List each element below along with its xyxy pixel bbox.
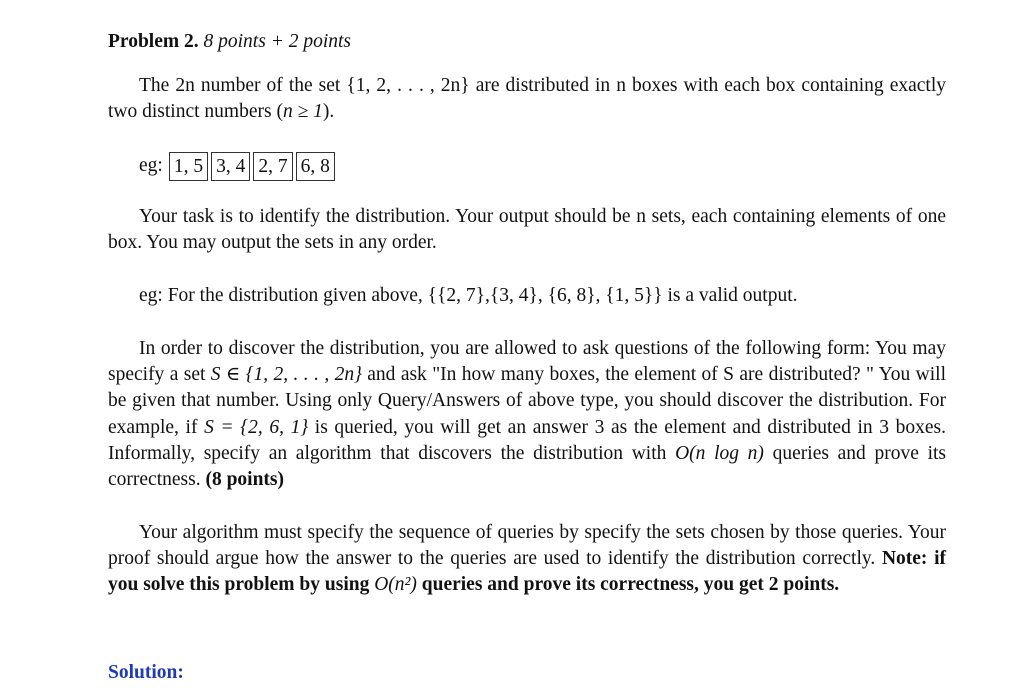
example-box: 1, 5 bbox=[169, 152, 208, 181]
solution-label: Solution: bbox=[108, 662, 184, 683]
intro-math: n ≥ 1 bbox=[282, 101, 323, 123]
requirements-bold-a: Note: if you solve this problem by using bbox=[108, 548, 946, 596]
requirements-math: O(n²) bbox=[374, 574, 417, 596]
points-label: 8 points + 2 points bbox=[203, 31, 352, 52]
query-math-a: S ∈ {1, 2, . . . , 2n} bbox=[210, 364, 362, 386]
example-prefix: eg: bbox=[139, 155, 163, 176]
requirements-paragraph bbox=[108, 520, 946, 599]
example-output: eg: For the distribution given above, {{2, 7},{3, 4}, {6, 8}, {1, 5}} is a valid output. bbox=[139, 285, 798, 306]
intro-text-a: The 2n number of the set {1, 2, . . . , 2n} are distributed in n boxes with each box containing exactly two distinct numbers ( bbox=[108, 75, 946, 123]
intro-text-b: ). bbox=[322, 101, 335, 123]
problem-label: Problem 2. bbox=[108, 31, 199, 52]
query-text-c: is queried, you will get an answer 3 as the element and distributed in 3 boxes. Informally, specify an algorithm that discovers the distribution with bbox=[108, 416, 946, 464]
problem-heading bbox=[108, 31, 351, 53]
query-math-b: S = {2, 6, 1} bbox=[204, 416, 309, 438]
query-points-note: (8 points) bbox=[205, 469, 285, 491]
example-box: 3, 4 bbox=[211, 152, 250, 181]
query-math-c: O(n log n) bbox=[675, 442, 764, 464]
query-rules-paragraph bbox=[108, 336, 946, 493]
example-box: 6, 8 bbox=[296, 152, 335, 181]
requirements-bold-b: queries and prove its correctness, you get 2 points. bbox=[416, 574, 840, 596]
task-paragraph: Your task is to identify the distribution. Your output should be n sets, each containing elements of one box. You may output the sets in any order. bbox=[108, 206, 946, 254]
query-text-b: and ask "In how many boxes, the element of S are distributed? " You will be given that number. Using only Query/Answers of above type, you should discover the distribution. For example, if bbox=[108, 364, 946, 438]
query-text-a: In order to discover the distribution, you are allowed to ask questions of the following form: You may specify a set bbox=[108, 338, 946, 386]
requirements-text-a: Your algorithm must specify the sequence of queries by specify the sets chosen by those queries. Your proof should argue how the answer to the queries are used to identify the distribution correctly. bbox=[108, 522, 946, 570]
example-boxes bbox=[139, 151, 338, 181]
example-box: 2, 7 bbox=[253, 152, 292, 181]
query-text-d: queries and prove its correctness. bbox=[108, 442, 946, 491]
intro-paragraph bbox=[108, 73, 946, 125]
